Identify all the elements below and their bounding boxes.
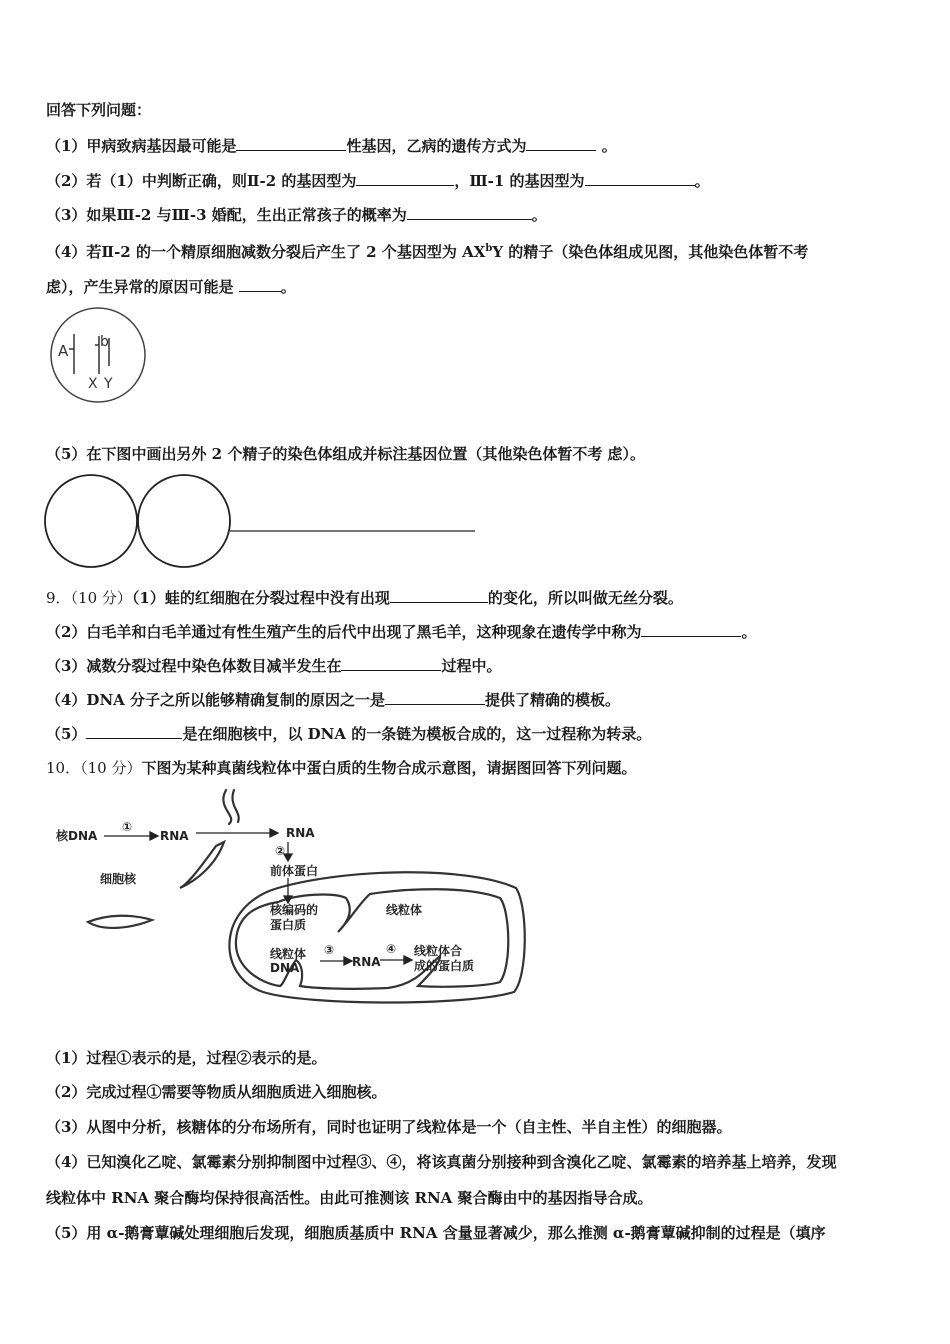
q8-p4-d: 。 — [280, 278, 296, 296]
q9-p1-a: （1）蛙的红细胞在分裂过程中没有出现 — [131, 589, 390, 607]
label-mito-protein-2: 成的蛋白质 — [414, 959, 475, 973]
q10-p5: （5）用 α-鹅膏蕈碱处理细胞后发现，细胞质基质中 RNA 含量显著减少，那么推测 α-鹅膏蕈碱抑制的过程是（填序 — [46, 1224, 826, 1242]
q8-p4-line1 — [46, 239, 808, 262]
label-x: X — [88, 376, 98, 392]
label-rna-1: RNA — [160, 829, 189, 843]
er-fragment — [88, 916, 152, 928]
label-circle-1: ① — [122, 820, 133, 834]
answer-blank[interactable] — [526, 135, 596, 151]
label-circle-2: ② — [275, 844, 286, 858]
q10-p1: （1）过程①表示的是，过程②表示的是。 — [46, 1049, 327, 1067]
label-mitochondrion: 线粒体 — [386, 903, 423, 917]
blank-cell-1[interactable] — [45, 475, 137, 567]
label-nuclear-protein-2: 蛋白质 — [270, 918, 307, 932]
arrowhead — [270, 829, 278, 837]
q8-p1-a: （1）甲病致病基因最可能是 — [46, 137, 237, 155]
answer-blank[interactable] — [239, 276, 281, 292]
q10-intro: 下图为某种真菌线粒体中蛋白质的生物合成示意图，请据图回答下列问题。 — [141, 759, 637, 777]
q8-p5: （5）在下图中画出另外 2 个精子的染色体组成并标注基因位置（其他染色体暂不考 虑）。 — [46, 445, 646, 463]
label-circle-4: ④ — [386, 942, 397, 956]
er-fragment — [223, 790, 238, 824]
arrowhead — [344, 957, 352, 965]
label-rna-3: RNA — [352, 955, 381, 969]
label-gene-b: b — [100, 334, 109, 350]
q9-p5-b: 是在细胞核中，以 DNA 的一条链为模板合成的，这一过程称为转录。 — [182, 725, 652, 743]
q10-p4-line1: （4）已知溴化乙啶、氯霉素分别抑制图中过程③、④，将该真菌分别接种到含溴化乙啶、氯霉素的培养基上培养，发现 — [46, 1153, 837, 1171]
label-nuclear-protein-1: 核编码的 — [270, 903, 319, 917]
q8-p3-a: （3）如果Ⅲ-2 与Ⅲ-3 婚配，生出正常孩子的概率为 — [46, 206, 407, 224]
q8-p2-a: （2）若（1）中判断正确，则Ⅱ-2 的基因型为 — [46, 172, 357, 190]
q8-p4-a: （4）若Ⅱ-2 的一个精原细胞减数分裂后产生了 2 个基因型为 AX — [46, 243, 486, 261]
answer-blank[interactable] — [585, 170, 695, 186]
answer-blank[interactable] — [407, 204, 532, 220]
arrowhead — [150, 832, 158, 840]
q8-p2-b: ，Ⅲ-1 的基因型为 — [454, 172, 585, 190]
q9-p4-a: （4）DNA 分子之所以能够精确复制的原因之一是 — [46, 691, 386, 709]
q8-p2-c: 。 — [694, 172, 710, 190]
q9-p4-b: 提供了精确的模板。 — [485, 691, 621, 709]
label-nuclear-dna: 核DNA — [56, 829, 98, 843]
q9-p5-a: （5） — [46, 725, 87, 743]
q10-p4-line2: 线粒体中 RNA 聚合酶均保持很高活性。由此可推测该 RNA 聚合酶由中的基因指导合成。 — [46, 1189, 653, 1207]
label-rna-2: RNA — [286, 826, 315, 840]
q8-p3 — [46, 204, 547, 225]
q9-p2 — [46, 621, 756, 642]
arrowhead — [284, 854, 292, 861]
q9-p3 — [46, 655, 501, 676]
answer-blank[interactable] — [236, 135, 346, 151]
q8-p4-sup: b — [485, 243, 493, 254]
q10-number: 10．（10 分） — [46, 759, 142, 777]
q10-intro-line — [46, 758, 636, 778]
label-mito-dna-2: DNA — [270, 961, 300, 975]
q9-p2-b: 。 — [741, 623, 757, 641]
q9-p1 — [46, 587, 683, 608]
q9-p4 — [46, 689, 620, 710]
label-y: Y — [104, 376, 113, 392]
q10-p3: （3）从图中分析，核糖体的分布场所有，同时也证明了线粒体是一个（自主性、半自主性）的细胞器。 — [46, 1118, 732, 1136]
sperm-cell-figure — [46, 306, 156, 408]
q9-p1-b: 的变化，所以叫做无丝分裂。 — [487, 589, 683, 607]
q8-intro: 回答下列问题： — [46, 101, 152, 119]
arrowhead — [404, 956, 412, 964]
q8-p4-c: 虑），产生异常的原因可能是 — [46, 278, 239, 296]
q9-number: 9．（10 分） — [46, 589, 132, 607]
q8-p4-b: Y 的精子（染色体组成见图，其他染色体暂不考 — [492, 243, 809, 261]
label-gene-a: A — [58, 342, 69, 360]
label-nucleus: 细胞核 — [100, 872, 137, 886]
label-mito-dna-1: 线粒体 — [270, 947, 307, 961]
label-mito-protein-1: 线粒体合 — [414, 944, 463, 958]
label-circle-3: ③ — [324, 943, 335, 957]
q8-p4-line2 — [46, 276, 296, 297]
blank-cell-2[interactable] — [138, 475, 230, 567]
answer-blank[interactable] — [641, 621, 741, 637]
q8-p1-b: 性基因，乙病的遗传方式为 — [346, 137, 527, 155]
label-precursor-protein: 前体蛋白 — [270, 864, 319, 878]
q9-p3-b: 过程中。 — [441, 657, 502, 675]
q8-p2 — [46, 170, 710, 191]
answer-blank[interactable] — [390, 587, 488, 603]
answer-blank[interactable] — [356, 170, 454, 186]
q9-p2-a: （2）白毛羊和白毛羊通过有性生殖产生的后代中出现了黑毛羊，这种现象在遗传学中称为 — [46, 623, 642, 641]
drawing-area[interactable] — [42, 472, 482, 572]
answer-blank[interactable] — [385, 689, 485, 705]
q8-p1-c: 。 — [596, 137, 617, 155]
answer-blank[interactable] — [86, 723, 182, 739]
q8-p3-b: 。 — [531, 206, 547, 224]
q9-p5 — [46, 723, 651, 744]
q9-p3-a: （3）减数分裂过程中染色体数目减半发生在 — [46, 657, 342, 675]
answer-blank[interactable] — [341, 655, 441, 671]
mito-protein-diagram — [48, 788, 528, 1010]
q10-p2: （2）完成过程①需要等物质从细胞质进入细胞核。 — [46, 1083, 387, 1101]
er-fragment — [180, 842, 224, 888]
q8-p1 — [46, 135, 617, 156]
